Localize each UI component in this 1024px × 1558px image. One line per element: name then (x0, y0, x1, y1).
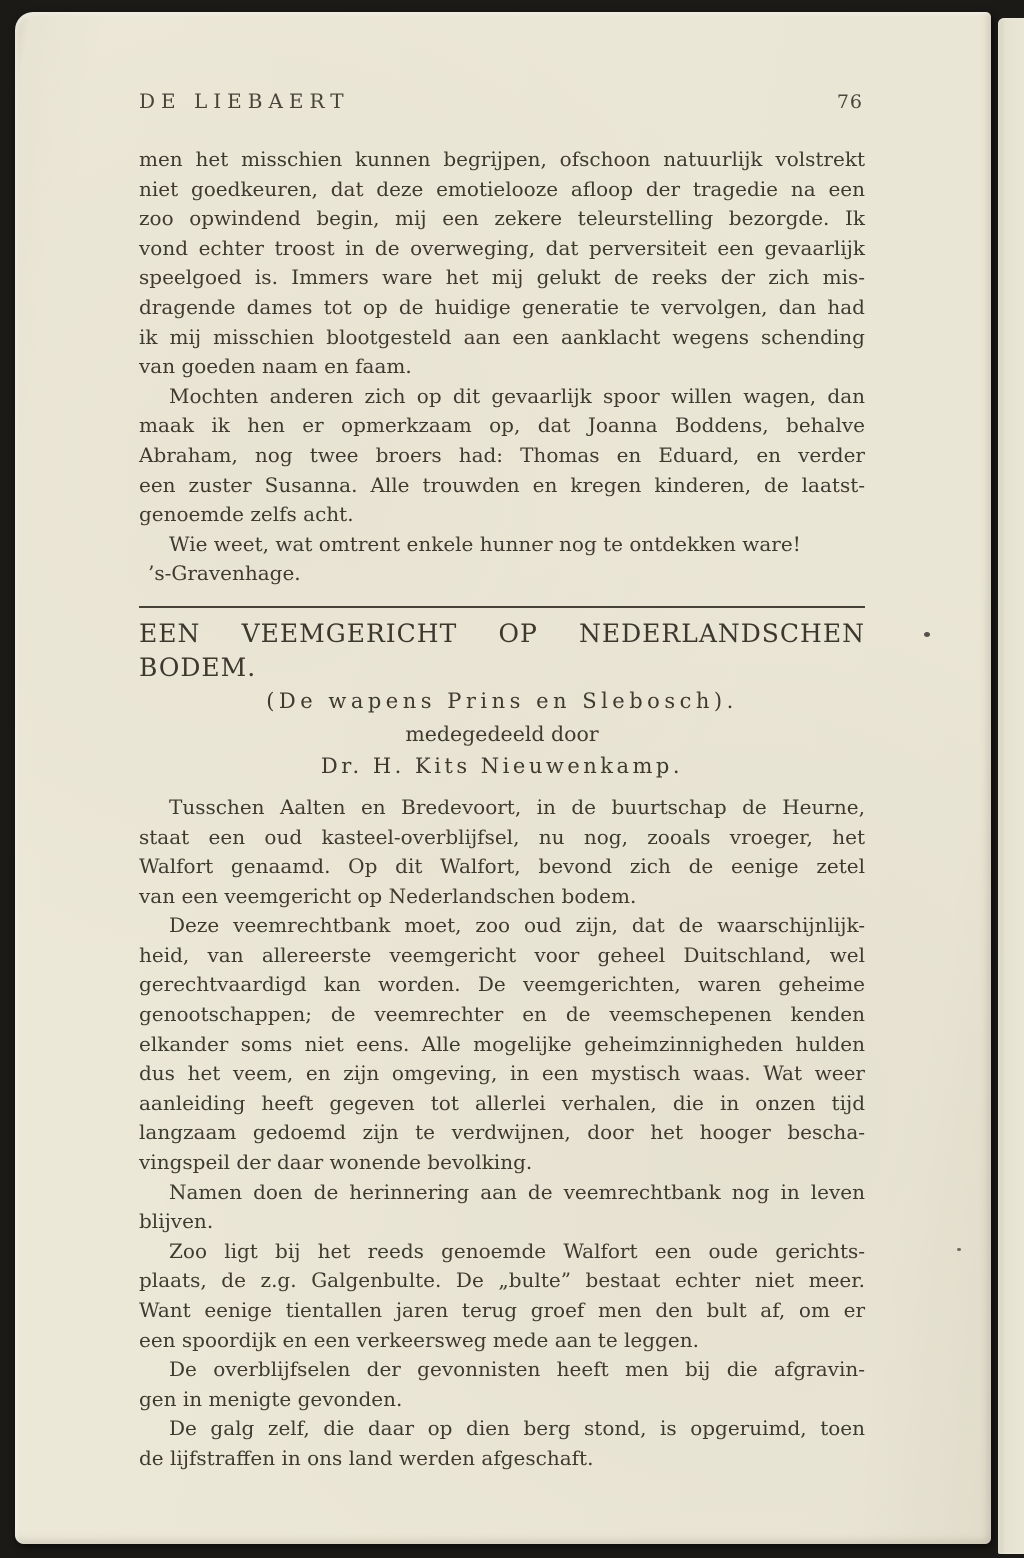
text-line: gerechtvaardigd kan worden. De veemgerichten, waren geheime (139, 972, 865, 997)
text-line: genootschappen; de veemrechter en de veemschepenen kenden (139, 1002, 865, 1027)
text-line: niet goedkeuren, dat deze emotielooze afloop der tragedie na een (139, 176, 865, 201)
body-text-upper (139, 145, 865, 589)
text-line: Zoo ligt bij het reeds genoemde Walfort een oude gerichts- (169, 1238, 865, 1263)
text-line: Abraham, nog twee broers had: Thomas en Eduard, en verder (139, 442, 865, 467)
text-line: een zuster Susanna. Alle trouwden en kregen kinderen, de laatst- (139, 472, 865, 497)
paragraph (139, 559, 865, 589)
text-line: speelgoed is. Immers ware het mij gelukt de reeks der zich mis- (139, 265, 865, 290)
section-subtitle: (De wapens Prins en Slebosch). (266, 688, 738, 713)
text-line: de lijfstraffen in ons land werden afgeschaft. (139, 1445, 594, 1470)
paragraph (139, 1178, 865, 1237)
text-line: van goeden naam en faam. (139, 354, 412, 379)
section-title: EEN VEEMGERICHT OP NEDERLANDSCHEN BODEM. (139, 618, 865, 682)
paragraph (139, 1237, 865, 1355)
ink-speck (957, 1248, 961, 1251)
text-line: Wie weet, wat omtrent enkele hunner nog te ontdekken ware! (169, 531, 801, 556)
next-page-edge (998, 18, 1024, 1554)
paragraph (139, 911, 865, 1177)
text-line: Namen doen de herinnering aan de veemrechtbank nog in leven (169, 1179, 865, 1204)
text-line: dus het veem, en zijn omgeving, in een mystisch waas. Wat weer (139, 1061, 865, 1086)
text-line: genoemde zelfs acht. (139, 502, 354, 527)
text-line: Tusschen Aalten en Bredevoort, in de buurtschap de Heurne, (169, 794, 865, 819)
ink-speck (924, 632, 930, 637)
paragraph (139, 530, 865, 560)
text-line: men het misschien kunnen begrijpen, ofschoon natuurlijk volstrekt (139, 147, 865, 171)
paragraph (139, 1414, 865, 1473)
text-line: ik mij misschien blootgesteld aan een aanklacht wegens schending (139, 324, 865, 349)
text-line: De overblijfselen der gevonnisten heeft men bij die afgravin- (169, 1357, 865, 1382)
page-number: 76 (836, 91, 863, 113)
byline-author: Dr. H. Kits Nieuwenkamp. (320, 753, 684, 778)
text-line: ’s-Gravenhage. (148, 561, 301, 586)
byline-intro: medegedeeld door (405, 721, 599, 746)
text-line: gen in menigte gevonden. (139, 1386, 403, 1411)
running-header (139, 88, 865, 115)
text-line: maak ik hen er opmerkzaam op, dat Joanna Boddens, behalve (139, 413, 865, 438)
body-text-lower (139, 793, 865, 1474)
paragraph (139, 382, 865, 530)
text-line: staat een oud kasteel-overblijfsel, nu nog, zooals vroeger, het (139, 824, 865, 849)
paragraph (139, 1355, 865, 1414)
section-heading-block (139, 617, 865, 783)
text-line: aanleiding heeft gegeven tot allerlei verhalen, die in onzen tijd (139, 1090, 865, 1115)
text-line: Walfort genaamd. Op dit Walfort, bevond zich de eenige zetel (139, 854, 865, 879)
text-column (139, 12, 865, 1474)
text-line: Deze veemrechtbank moet, zoo oud zijn, dat de waarschijnlijk- (169, 913, 865, 938)
text-line: vond echter troost in de overweging, dat perversiteit een gevaarlijk (139, 235, 865, 260)
text-line: vingspeil der daar wonende bevolking. (139, 1150, 533, 1175)
paragraph (139, 145, 865, 382)
text-line: heid, van allereerste veemgericht voor geheel Duitschland, wel (139, 942, 865, 967)
text-line: Mochten anderen zich op dit gevaarlijk spoor willen wagen, dan (169, 383, 865, 408)
text-line: zoo opwindend begin, mij een zekere teleurstelling bezorgde. Ik (139, 206, 865, 231)
running-header-title: DE LIEBAERT (139, 89, 350, 113)
text-line: Want eenige tientallen jaren terug groef men den bult af, om er (139, 1298, 865, 1322)
text-line: langzaam gedoemd zijn te verdwijnen, door het hooger bescha- (139, 1120, 865, 1145)
text-line: een spoordijk en een verkeersweg mede aan te leggen. (139, 1327, 699, 1352)
text-line: van een veemgericht op Nederlandschen bodem. (139, 883, 637, 908)
text-line: plaats, de z.g. Galgenbulte. De „bulte” bestaat echter niet meer. (139, 1268, 865, 1293)
text-line: blijven. (139, 1209, 214, 1234)
text-line: elkander soms niet eens. Alle mogelijke geheimzinnigheden hulden (139, 1031, 865, 1056)
section-divider-rule (139, 606, 865, 608)
text-line: De galg zelf, die daar op dien berg stond, is opgeruimd, toen (169, 1416, 865, 1441)
paragraph (139, 793, 865, 911)
text-line: dragende dames tot op de huidige generatie te vervolgen, dan had (139, 294, 865, 319)
book-page (15, 12, 991, 1544)
